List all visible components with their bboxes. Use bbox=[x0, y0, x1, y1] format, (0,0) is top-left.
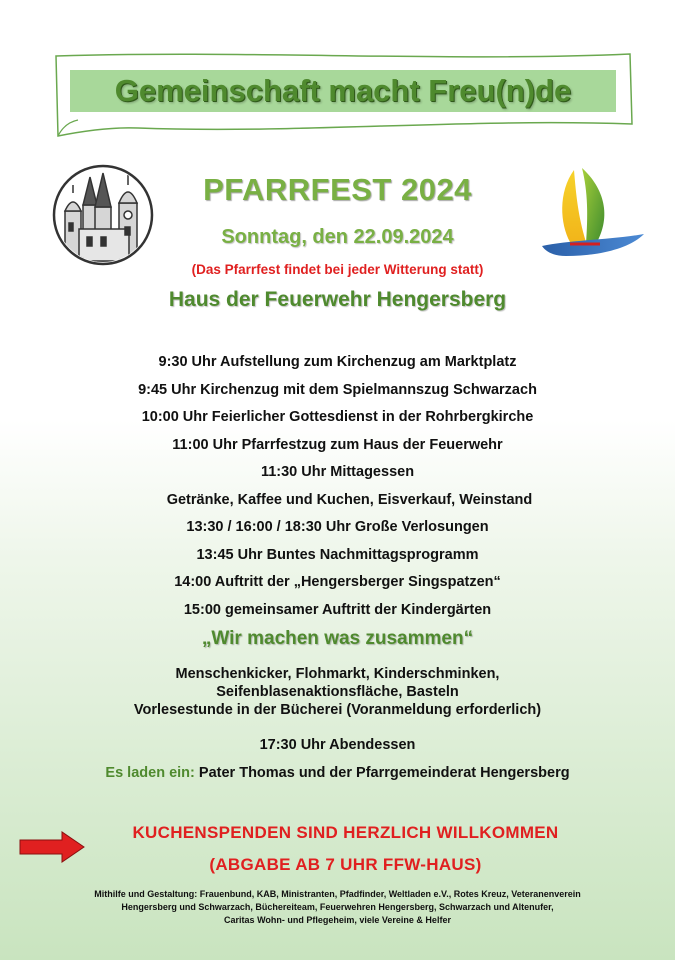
event-title: PFARRFEST 2024 bbox=[203, 172, 472, 207]
cake-notice-line1: KUCHENSPENDEN SIND HERZLICH WILLKOMMEN bbox=[132, 823, 559, 842]
event-venue: Haus der Feuerwehr Hengersberg bbox=[168, 288, 507, 311]
cake-notice-line2: (ABGABE AB 7 UHR FFW-HAUS) bbox=[209, 855, 482, 874]
event-date: Sonntag, den 22.09.2024 bbox=[221, 226, 454, 248]
schedule-item: Getränke, Kaffee und Kuchen, Eisverkauf, Weinstand bbox=[166, 492, 533, 508]
schedule-item: 13:30 / 16:00 / 18:30 Uhr Große Verlosungen bbox=[186, 519, 489, 535]
activity-line: Menschenkicker, Flohmarkt, Kinderschminken, bbox=[175, 666, 500, 682]
invite-label: Es laden ein: bbox=[105, 765, 195, 781]
credits-line: Hengersberg und Schwarzach, Büchereiteam, Feuerwehren Hengersberg, Schwarzach und Altenufer, bbox=[121, 902, 554, 912]
title-banner bbox=[48, 48, 638, 140]
schedule-item: 10:00 Uhr Feierlicher Gottesdienst in der Rohrbergkirche bbox=[141, 409, 534, 425]
schedule-item: 13:45 Uhr Buntes Nachmittagsprogramm bbox=[196, 547, 479, 563]
invite-line bbox=[0, 765, 675, 781]
banner-title: Gemeinschaft macht Freu(n)de bbox=[114, 73, 572, 108]
schedule-item: 11:00 Uhr Pfarrfestzug zum Haus der Feuerwehr bbox=[172, 437, 503, 453]
weather-note: (Das Pfarrfest findet bei jeder Witterung statt) bbox=[191, 262, 484, 277]
schedule-item: 14:00 Auftritt der „Hengersberger Singspatzen“ bbox=[174, 574, 501, 590]
credits-line: Mithilfe und Gestaltung: Frauenbund, KAB, Ministranten, Pfadfinder, Weltladen e.V., Rotes Kreuz, Veteranenverein bbox=[94, 889, 581, 899]
schedule-item: 9:45 Uhr Kirchenzug mit dem Spielmannszug Schwarzach bbox=[138, 382, 537, 398]
activity-line: Seifenblasenaktionsfläche, Basteln bbox=[216, 684, 459, 700]
activity-line: Vorlesestunde in der Bücherei (Voranmeldung erforderlich) bbox=[133, 702, 542, 718]
schedule-item: 15:00 gemeinsamer Auftritt der Kindergärten bbox=[183, 602, 492, 618]
credits-line: Caritas Wohn- und Pflegeheim, viele Vereine & Helfer bbox=[224, 915, 451, 925]
dinner-item: 17:30 Uhr Abendessen bbox=[259, 737, 416, 753]
motto: „Wir machen was zusammen“ bbox=[201, 628, 474, 649]
schedule-item: 11:30 Uhr Mittagessen bbox=[260, 464, 415, 480]
invite-hosts: Pater Thomas und der Pfarrgemeinderat Hengersberg bbox=[198, 765, 570, 781]
schedule-item: 9:30 Uhr Aufstellung zum Kirchenzug am Marktplatz bbox=[158, 354, 517, 370]
